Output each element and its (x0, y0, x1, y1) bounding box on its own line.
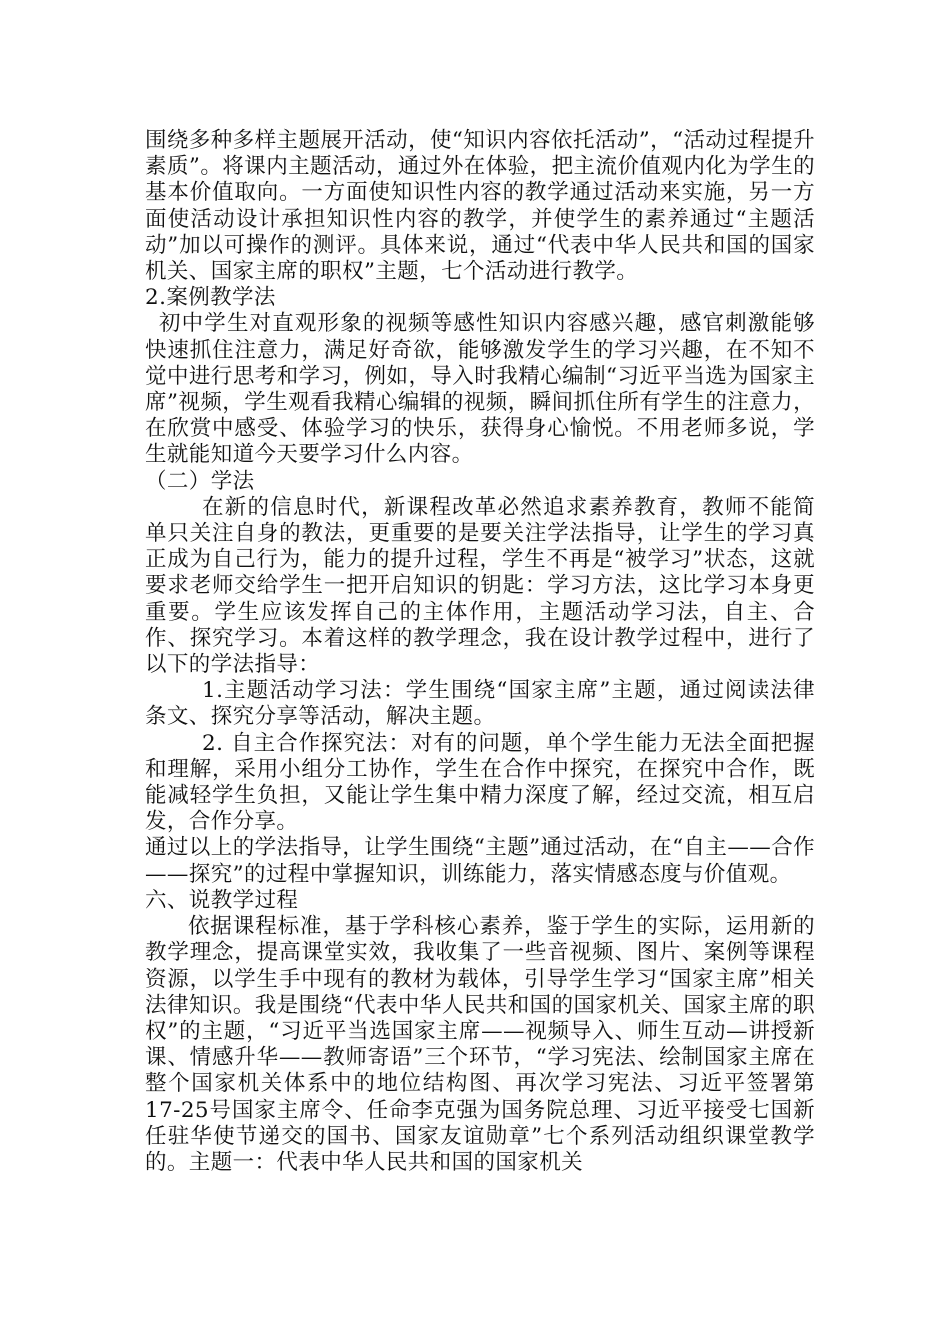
document-body (145, 128, 815, 1176)
heading-case-teaching: 2.案例教学法 (145, 285, 276, 311)
heading-teaching-process: 六、说教学过程 (145, 887, 299, 913)
heading-learning-methods: （二）学法 (145, 468, 255, 494)
paragraph-activity-theme: 围绕多种多样主题展开活动，使“知识内容依托活动”，“活动过程提升素质”。将课内主题活动，通过外在体验，把主流价值观内化为学生的基本价值取向。一方面使知识性内容的教学通过活动来实施，另一方面使活动设计承担知识性内容的教学，并使学生的素养通过“主题活动”加以可操作的测评。具体来说，通过“代表中华人民共和国的国家机关、国家主席的职权”主题，七个活动进行教学。 (145, 128, 815, 285)
paragraph-case-teaching: 初中学生对直观形象的视频等感性知识内容感兴趣，感官刺激能够快速抓住注意力，满足好奇欲，能够激发学生的学习兴趣，在不知不觉中进行思考和学习，例如，导入时我精心编制“习近平当选为国家主席”视频，学生观看我精心编辑的视频，瞬间抓住所有学生的注意力，在欣赏中感受、体验学习的快乐，获得身心愉悦。不用老师多说，学生就能知道今天要学习什么内容。 (145, 311, 815, 468)
list-item-cooperative-inquiry: 2. 自主合作探究法：对有的问题，单个学生能力无法全面把握和理解，采用小组分工协作，学生在合作中探究，在探究中合作，既能减轻学生负担，又能让学生集中精力深度了解，经过交流，相互启发，合作分享。 (145, 730, 815, 835)
paragraph-summary: 通过以上的学法指导，让学生围绕“主题”通过活动，在“自主——合作——探究”的过程中掌握知识，训练能力，落实情感态度与价值观。 (145, 835, 815, 887)
paragraph-learning-methods: 在新的信息时代，新课程改革必然追求素养教育，教师不能简单只关注自身的教法，更重要的是要关注学法指导，让学生的学习真正成为自己行为，能力的提升过程，学生不再是“被学习”状态，这就要求老师交给学生一把开启知识的钥匙：学习方法，这比学习本身更重要。学生应该发挥自己的主体作用，主题活动学习法，自主、合作、探究学习。本着这样的教学理念，我在设计教学过程中，进行了以下的学法指导： (145, 494, 815, 678)
paragraph-teaching-process: 依据课程标准，基于学科核心素养，鉴于学生的实际，运用新的教学理念，提高课堂实效，我收集了一些音视频、图片、案例等课程资源，以学生手中现有的教材为载体，引导学生学习“国家主席”相关法律知识。我是围绕“代表中华人民共和国的国家机关、国家主席的职权”的主题，“习近平当选国家主席——视频导入、师生互动—讲授新课、情感升华——教师寄语”三个环节，“学习宪法、绘制国家主席在整个国家机关体系中的地位结构图、再次学习宪法、习近平签署第17-25号国家主席令、任命李克强为国务院总理、习近平接受七国新任驻华使节递交的国书、国家友谊勋章”七个系列活动组织课堂教学的。主题一：代表中华人民共和国的国家机关 (145, 914, 815, 1175)
list-item-theme-activity: 1.主题活动学习法：学生围绕“国家主席”主题，通过阅读法律条文、探究分享等活动，解决主题。 (145, 678, 815, 730)
